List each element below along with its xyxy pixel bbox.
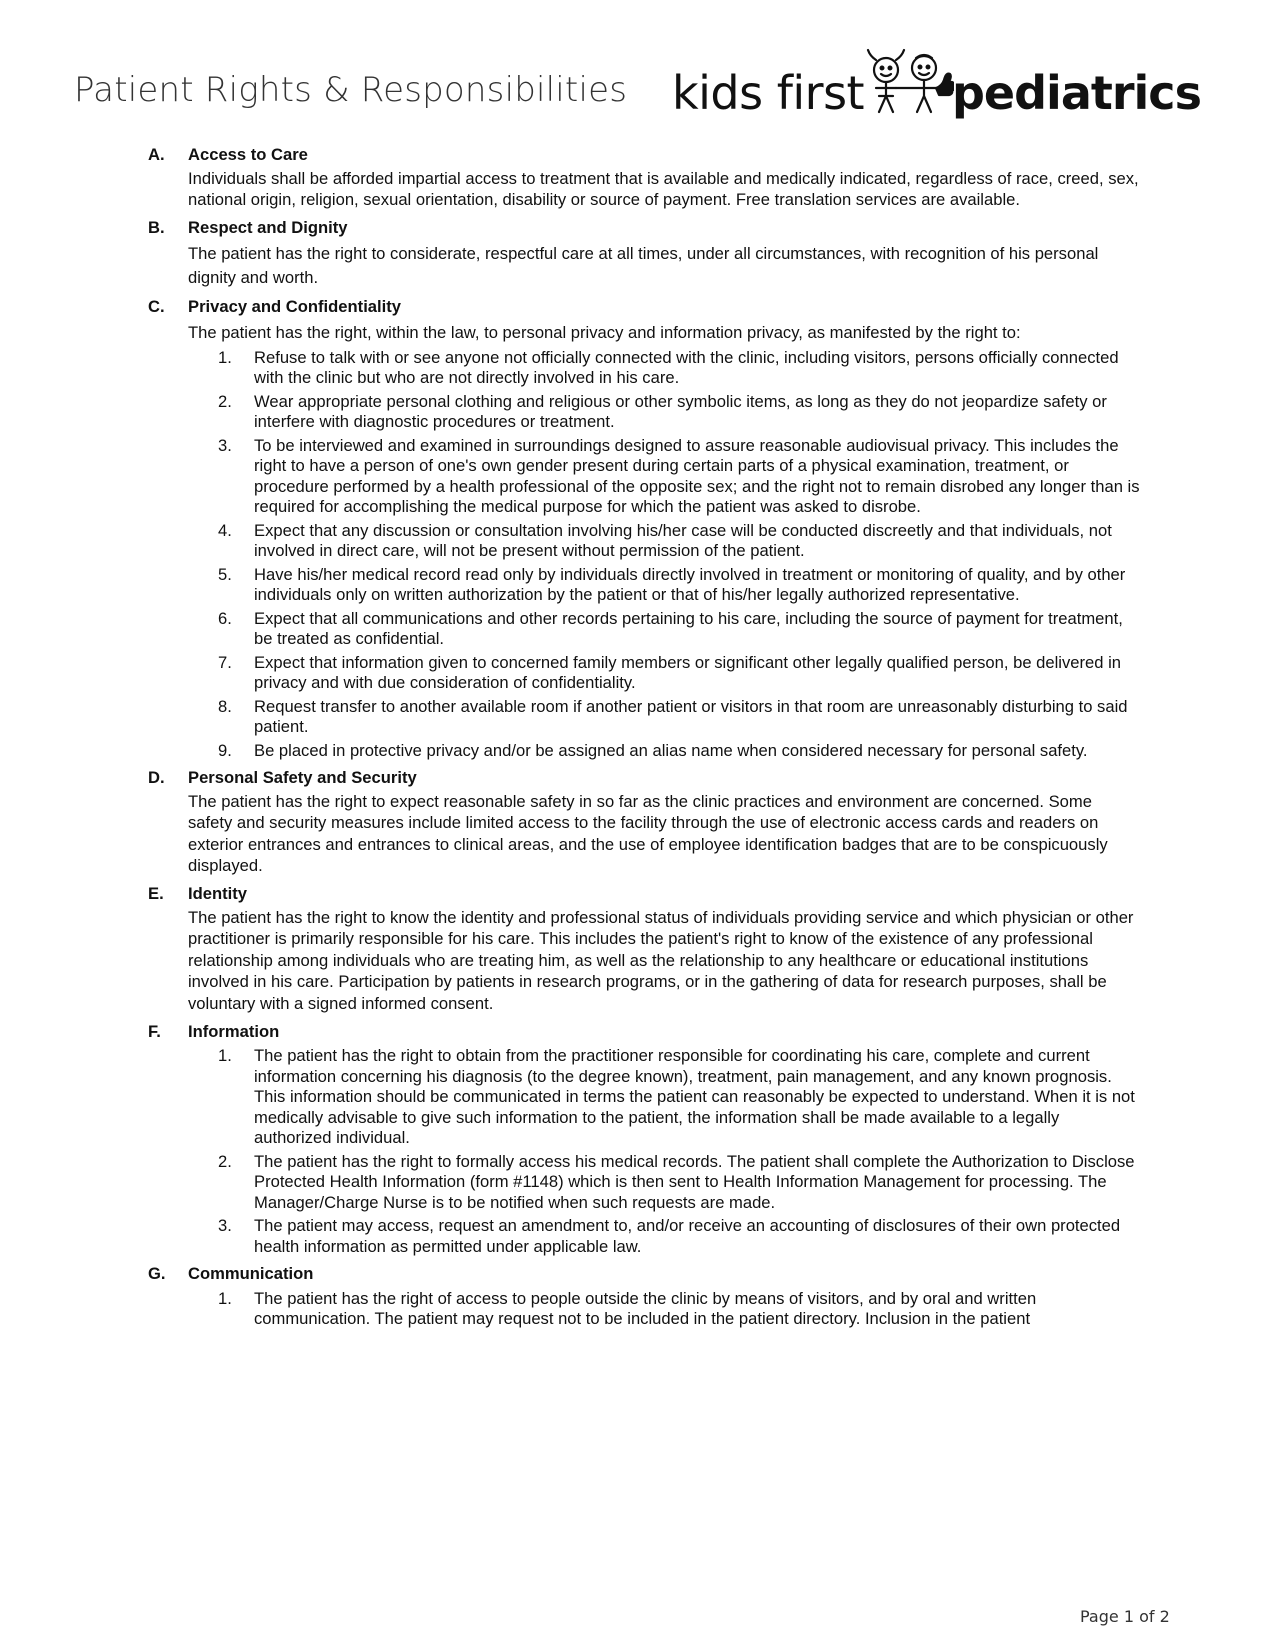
item-number: 3.: [218, 435, 232, 455]
section-information: [148, 1021, 1140, 1258]
item-number: 6.: [218, 608, 232, 628]
section-letter: F.: [148, 1021, 161, 1041]
section-heading: Identity: [188, 884, 248, 904]
section-heading: Communication: [188, 1264, 314, 1284]
item-number: 5.: [218, 564, 232, 584]
section-letter: G.: [148, 1264, 166, 1284]
item-text: Wear appropriate personal clothing and religious or other symbolic items, as long as they do not jeopardize safety or interfere with diagnostic procedures or treatment.: [254, 391, 1107, 432]
item-text: Expect that information given to concerned family members or significant other legally qualified person, be delivered in privacy and with due consideration of confidentiality.: [254, 652, 1122, 693]
list-item: [188, 1152, 1140, 1214]
section-letter: D.: [148, 768, 165, 788]
item-text: Be placed in protective privacy and/or be assigned an alias name when considered necessary for personal safety.: [254, 740, 1088, 760]
list-item: [188, 348, 1140, 389]
list-item: [188, 1046, 1140, 1149]
item-text: The patient has the right to obtain from the practitioner responsible for coordinating his care, complete and current information concerning his diagnosis (to the degree known), treatment, pain management, and any known prognosis. This information should be communicated in terms the patient can reasonably be expected to understand. When it is not medically advisable to give such information to the patient, the information shall be made available to a legally authorized individual.: [254, 1046, 1135, 1148]
section-heading: Information: [188, 1021, 280, 1041]
section-body: The patient has the right to know the identity and professional status of individuals providing service and which physician or other practitioner is primarily responsible for his care. This includes the patient's right to know of the existence of any professional relationship among individuals who are treating him, as well as the relationship to any healthcare or educational institutions involved in his care. Participation by patients in research programs, or in the gathering of data for research purposes, shall be voluntary with a signed informed consent.: [188, 907, 1134, 1013]
section-communication: [148, 1263, 1140, 1330]
list-item: [188, 653, 1140, 694]
logo-text-pediatrics: pediatrics: [952, 66, 1201, 120]
item-text: The patient has the right of access to people outside the clinic by means of visitors, and by oral and written communication. The patient may request not to be included in the patient directory. Inclusion in the patient: [254, 1288, 1037, 1329]
section-personal-safety-and-security: [148, 767, 1140, 877]
item-text: The patient has the right to formally access his medical records. The patient shall complete the Authorization to Disclose Protected Health Information (form #1148) which is then sent to Health Information Management for processing. The Manager/Charge Nurse is to be notified when such requests are made.: [254, 1151, 1135, 1212]
item-number: 1.: [218, 347, 232, 367]
section-privacy-and-confidentiality: [148, 296, 1140, 761]
item-text: Have his/her medical record read only by individuals directly involved in treatment or monitoring of quality, and by other individuals only on written authorization by the patient or that of his/her legally authorized representative.: [254, 564, 1126, 605]
section-body: Individuals shall be afforded impartial access to treatment that is available and medically indicated, regardless of race, creed, sex, national origin, religion, sexual orientation, disability or source of payment. Free translation services are available.: [188, 168, 1139, 210]
document-title: Patient Rights & Responsibilities: [74, 70, 628, 110]
list-item: [188, 436, 1140, 518]
privacy-rights-list: [188, 348, 1140, 762]
section-body: The patient has the right, within the law, to personal privacy and information privacy, as manifested by the right to:: [188, 322, 1021, 342]
list-item: [188, 609, 1140, 650]
section-heading: Privacy and Confidentiality: [188, 297, 402, 317]
item-number: 4.: [218, 520, 232, 540]
communication-rights-list: [188, 1289, 1140, 1330]
kids-figures-icon: [862, 48, 954, 122]
item-number: 8.: [218, 696, 232, 716]
section-access-to-care: [148, 144, 1140, 211]
section-body: The patient has the right to considerate, respectful care at all times, under all circumstances, with recognition of his personal dignity and worth.: [188, 244, 1099, 288]
section-identity: [148, 883, 1140, 1015]
section-body: The patient has the right to expect reasonable safety in so far as the clinic practices and environment are concerned. Some safety and security measures include limited access to the facility through the use of electronic access cards and readers on exterior entrances and entrances to clinical areas, and the use of employee identification badges that are to be conspicuously displayed.: [188, 791, 1108, 876]
item-text: Refuse to talk with or see anyone not officially connected with the clinic, including visitors, persons officially connected with the clinic but who are not directly involved in his care.: [254, 347, 1119, 388]
section-letter: C.: [148, 297, 165, 317]
item-text: Expect that all communications and other records pertaining to his care, including the source of payment for treatment, be treated as confidential.: [254, 608, 1123, 649]
item-text: Request transfer to another available room if another patient or visitors in that room are unreasonably disturbing to said patient.: [254, 696, 1128, 737]
item-number: 2.: [218, 1151, 232, 1171]
section-heading: Respect and Dignity: [188, 217, 348, 237]
list-item: [188, 392, 1140, 433]
information-rights-list: [188, 1046, 1140, 1257]
kids-first-pediatrics-logo: [672, 44, 1201, 124]
section-respect-and-dignity: [148, 217, 1140, 291]
item-number: 1.: [218, 1288, 232, 1308]
section-heading: Access to Care: [188, 145, 308, 164]
item-number: 7.: [218, 652, 232, 672]
item-number: 1.: [218, 1046, 232, 1066]
rights-content: [148, 144, 1140, 1336]
list-item: [188, 1289, 1140, 1330]
section-letter: E.: [148, 884, 164, 904]
list-item: [188, 565, 1140, 606]
item-text: Expect that any discussion or consultation involving his/her case will be conducted discreetly and that individuals, not involved in direct care, will not be present without permission of the patient.: [254, 520, 1112, 561]
list-item: [188, 697, 1140, 738]
item-number: 2.: [218, 391, 232, 411]
list-item: [188, 1216, 1140, 1257]
page-number: Page 1 of 2: [1080, 1607, 1170, 1626]
section-heading: Personal Safety and Security: [188, 768, 417, 788]
list-item: [188, 521, 1140, 562]
list-item: [188, 741, 1140, 762]
item-text: The patient may access, request an amendment to, and/or receive an accounting of disclosures of their own protected health information as permitted under applicable law.: [254, 1216, 1121, 1256]
section-letter: A.: [148, 145, 165, 164]
logo-text-kids-first: kids first: [672, 66, 865, 120]
item-number: 3.: [218, 1216, 232, 1236]
item-text: To be interviewed and examined in surroundings designed to assure reasonable audiovisual privacy. This includes the right to have a person of one's own gender present during certain parts of a physical examination, treatment, or procedure performed by a health professional of the opposite sex; and the right not to remain disrobed any longer than is required for accomplishing the medical purpose for which the patient was asked to disrobe.: [254, 435, 1140, 517]
section-letter: B.: [148, 217, 165, 237]
item-number: 9.: [218, 740, 232, 760]
